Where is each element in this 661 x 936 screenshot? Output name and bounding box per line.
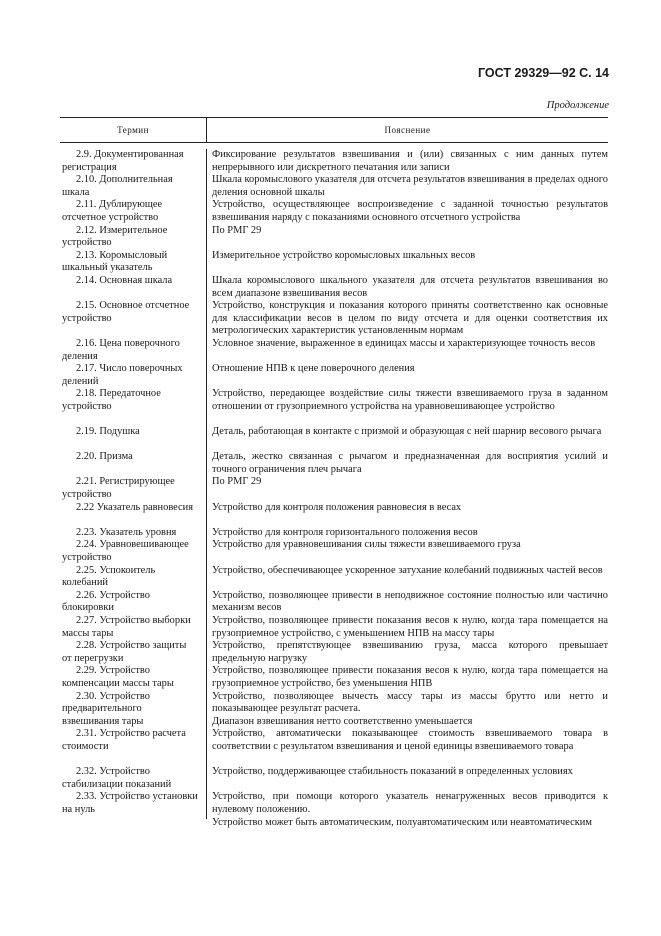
explanation-cell: Устройство, осуществляющее воспроизведение с заданной точностью результатов взвешивания наряду с показаниями основного отсчетного устройства (212, 199, 608, 223)
table-row (60, 615, 608, 640)
column-header-term: Термин (60, 118, 207, 142)
explanation-cell: Устройство для контроля горизонтального положения весов (212, 526, 478, 538)
term-cell: 2.12. Измерительное устройство (62, 224, 168, 249)
term-cell: 2.19. Подушка (76, 426, 140, 438)
explanation-cell: Фиксирование результатов взвешивания и (или) связанных с ним данных путем непрерывного или дискретного печатания или записи (212, 149, 608, 173)
term-cell: 2.22 Указатель равновесия (76, 501, 193, 513)
explanation-cell: Устройство, поддерживающее стабильность показаний в определенных условиях (212, 766, 573, 778)
table-row (60, 476, 608, 501)
term-cell: 2.15. Основное отсчетное устройство (62, 300, 190, 324)
table-row (60, 527, 608, 540)
term-cell: 2.26. Устройство блокировки (62, 589, 150, 614)
page-header: ГОСТ 29329—92 С. 14 (478, 66, 609, 80)
explanation-cell: Устройство, конструкция и показания которого приняты соответственно как основные для классификации весов в целом по виду отсчета и для оценки соответствия их метрологических характеристик установленным нормам (212, 300, 608, 337)
explanation-cell: Устройство, при помощи которого указатель ненагруженных весов приводится к нулевому положению. Устройство может быть автоматическим, полуавтоматическим или неавтоматическим (212, 791, 608, 828)
table-row (60, 426, 608, 451)
terms-table (60, 117, 608, 842)
term-cell: 2.20. Призма (76, 451, 133, 463)
explanation-cell: Устройство, позволяющее привести показания весов к нулю, когда тара помещается на грузоприемное устройство, без уменьшения НПВ (212, 665, 608, 689)
explanation-cell: Устройство, обеспечивающее ускоренное затухание колебаний подвижных частей весов (212, 564, 603, 576)
explanation-cell: Устройство, автоматически показывающее стоимость взвешиваемого товара в соответствии с результатом взвешивания и ценой единицы взвешиваемого товара (212, 728, 608, 752)
explanation-cell: Устройство, позволяющее вычесть массу тары из массы брутто или нетто и показывающее результат расчета. Диапазон взвешивания нетто соответственно уменьшается (212, 690, 608, 727)
term-cell: 2.16. Цена поверочного деления (62, 337, 180, 362)
table-row (60, 502, 608, 527)
table-row (60, 451, 608, 476)
table-row (60, 338, 608, 363)
table-row (60, 590, 608, 615)
table-row (60, 640, 608, 665)
table-row (60, 388, 608, 426)
explanation-cell: По РМГ 29 (212, 476, 262, 488)
term-cell: 2.21. Регистрирующее устройство (62, 476, 175, 501)
table-row (60, 766, 608, 791)
explanation-cell: По РМГ 29 (212, 224, 262, 236)
term-cell: 2.30. Устройство предварительного взвешивания тары (62, 690, 150, 727)
term-cell: 2.11. Дублирующее отсчетное устройство (62, 199, 163, 223)
explanation-cell: Измерительное устройство коромысловых шкальных весов (212, 249, 476, 261)
table-row (60, 691, 608, 729)
table-header (60, 117, 608, 143)
explanation-cell: Устройство для контроля положения равновесия в весах (212, 501, 462, 513)
term-cell: 2.18. Передаточное устройство (62, 388, 161, 412)
term-cell: 2.13. Коромысловый шкальный указатель (62, 249, 168, 274)
term-cell: 2.31. Устройство расчета стоимости (62, 728, 186, 752)
table-row (60, 174, 608, 199)
table-body (60, 149, 608, 842)
term-cell: 2.23. Указатель уровня (76, 526, 177, 538)
table-row (60, 149, 608, 174)
explanation-cell: Устройство, передающее воздействие силы тяжести взвешиваемого груза в заданном отношении от грузоприемного устройства на уравновешивающее устройство (212, 388, 608, 412)
term-cell: 2.10. Дополнительная шкала (62, 174, 173, 198)
table-row (60, 363, 608, 388)
continuation-label: Продолжение (546, 100, 609, 111)
term-cell: 2.24. Уравновешивающее устройство (62, 539, 189, 564)
explanation-cell: Шкала коромыслового указателя для отсчета результатов взвешивания в пределах одного деления основной шкалы (212, 174, 608, 198)
column-header-explanation: Пояснение (384, 125, 431, 135)
table-row (60, 300, 608, 338)
table-row (60, 665, 608, 690)
term-cell: 2.32. Устройство стабилизации показаний (62, 766, 172, 790)
term-cell: 2.27. Устройство выборки массы тары (62, 615, 191, 639)
term-cell: 2.33. Устройство установки на нуль (62, 791, 198, 815)
term-cell: 2.28. Устройство защиты от перегрузки (62, 640, 187, 664)
term-cell: 2.29. Устройство компенсации массы тары (62, 665, 174, 689)
table-row (60, 225, 608, 250)
explanation-cell: Устройство, позволяющее привести в неподвижное состояние полностью или частично механизм весов (212, 589, 608, 614)
term-cell: 2.25. Успокоитель колебаний (62, 564, 156, 589)
table-row (60, 250, 608, 275)
explanation-cell: Устройство для уравновешивания силы тяжести взвешиваемого груза (212, 539, 521, 551)
explanation-cell: Отношение НПВ к цене поверочного деления (212, 363, 415, 375)
explanation-cell: Деталь, жестко связанная с рычагом и предназначенная для восприятия усилий и точного ограничения плеч рычага (212, 451, 608, 475)
table-row (60, 539, 608, 564)
explanation-cell: Шкала коромыслового шкального указателя для отсчета результатов взвешивания во всем диапазоне взвешивания весов (212, 274, 608, 299)
table-row (60, 565, 608, 590)
term-cell: 2.9. Документированная регистрация (62, 149, 184, 173)
explanation-cell: Условное значение, выраженное в единицах массы и характеризующее точность весов (212, 337, 596, 349)
table-row (60, 275, 608, 300)
explanation-cell: Устройство, позволяющее привести показания весов к нулю, когда тара помещается на грузоприемное устройство, с уменьшением НПВ на массу тары (212, 615, 608, 639)
table-row (60, 728, 608, 766)
explanation-cell: Устройство, препятствующее взвешиванию груза, масса которого превышает предельную нагрузку (212, 640, 608, 664)
table-row (60, 199, 608, 224)
table-row (60, 791, 608, 841)
term-cell: 2.14. Основная шкала (76, 274, 173, 286)
explanation-cell: Деталь, работающая в контакте с призмой и образующая с ней шарнир весового рычага (212, 426, 602, 438)
term-cell: 2.17. Число поверочных делений (62, 363, 183, 387)
